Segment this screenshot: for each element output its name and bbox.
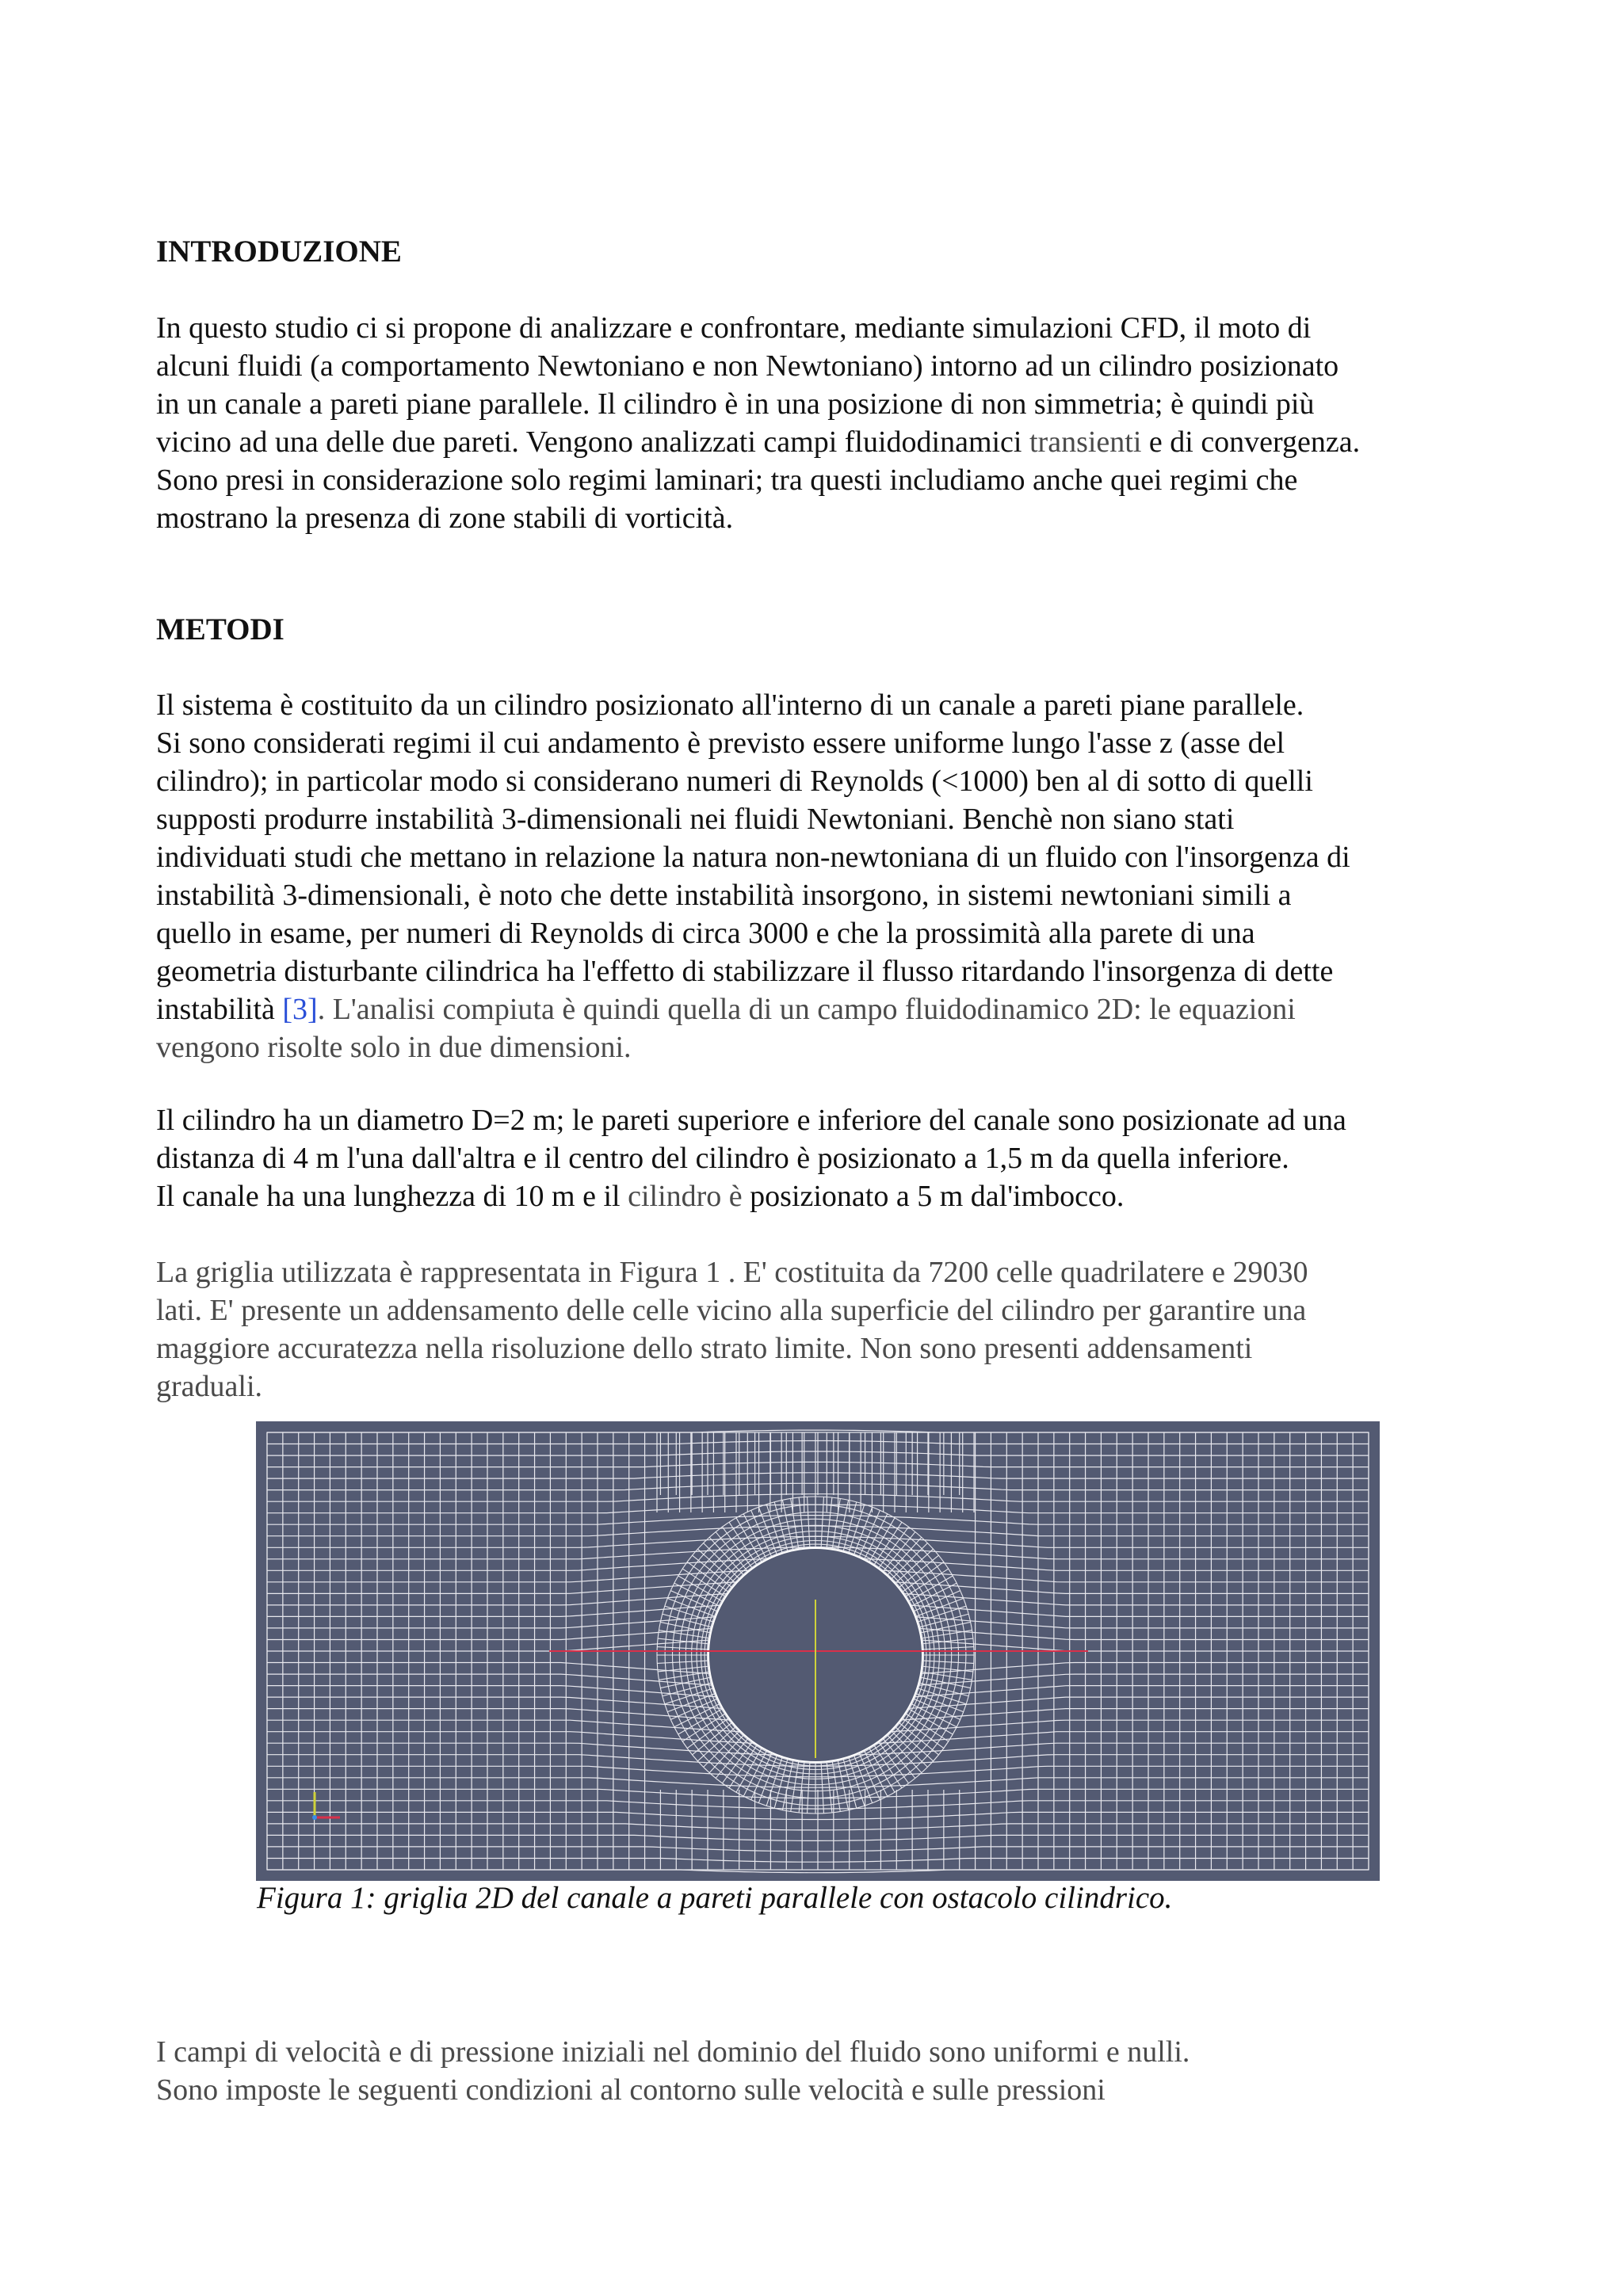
text-line <box>156 423 1495 461</box>
text-fragment: . L'analisi compiuta è quindi quella di un campo fluidodinamico 2D: le equazioni <box>317 993 1296 1026</box>
text-line: lati. E' presente un addensamento delle celle vicino alla superficie del cilindro per garantire una <box>156 1294 1307 1327</box>
text-fragment: Il canale ha una lunghezza di 10 m e il <box>156 1180 628 1213</box>
text-line: In questo studio ci si propone di analizzare e confrontare, mediante simulazioni CFD, il moto di <box>156 311 1312 345</box>
methods-paragraph-4 <box>156 2033 1495 2109</box>
text-line: Sono presi in considerazione solo regimi laminari; tra questi includiamo anche quei regimi che <box>156 463 1298 497</box>
mesh-image <box>256 1421 1380 1881</box>
text-line: La griglia utilizzata è rappresentata in Figura 1 . E' costituita da 7200 celle quadrilatere e 29030 <box>156 1256 1308 1289</box>
text-line: alcuni fluidi (a comportamento Newtoniano e non Newtoniano) intorno ad un cilindro posizionato <box>156 349 1339 383</box>
text-fragment: cilindro è <box>628 1180 743 1213</box>
intro-heading: INTRODUZIONE <box>156 235 402 269</box>
mesh-figure <box>256 1421 1380 1881</box>
text-fragment: instabilità <box>156 993 283 1026</box>
citation-link[interactable]: [3] <box>282 993 318 1026</box>
methods-heading: METODI <box>156 612 285 646</box>
text-line: in un canale a pareti piane parallele. Il cilindro è in una posizione di non simmetria; è quindi più <box>156 387 1315 421</box>
methods-paragraph-2 <box>156 1101 1495 1215</box>
text-line: quello in esame, per numeri di Reynolds di circa 3000 e che la prossimità alla parete di una <box>156 917 1255 950</box>
text-line <box>156 1177 1495 1215</box>
methods-paragraph-3 <box>156 1253 1495 1405</box>
text-fragment: posizionato a 5 m dal'imbocco. <box>742 1180 1125 1213</box>
text-line: distanza di 4 m l'una dall'altra e il centro del cilindro è posizionato a 1,5 m da quella inferiore. <box>156 1142 1289 1175</box>
text-line: instabilità 3-dimensionali, è noto che dette instabilità insorgono, in sistemi newtoniani simili a <box>156 879 1292 912</box>
text-line: mostrano la presenza di zone stabili di vorticità. <box>156 502 734 535</box>
methods-paragraph-1 <box>156 686 1495 1066</box>
text-fragment: vicino ad una delle due pareti. Vengono analizzati campi fluidodinamici <box>156 425 1029 459</box>
text-line <box>156 990 1495 1028</box>
text-line: I campi di velocità e di pressione iniziali nel dominio del fluido sono uniformi e nulli. <box>156 2035 1190 2069</box>
text-line: Il sistema è costituito da un cilindro posizionato all'interno di un canale a pareti piane parallele. <box>156 688 1304 722</box>
text-line: individuati studi che mettano in relazione la natura non-newtoniana di un fluido con l'insorgenza di <box>156 841 1350 874</box>
text-line: supposti produrre instabilità 3-dimensionali nei fluidi Newtoniani. Benchè non siano stati <box>156 803 1235 836</box>
text-line: graduali. <box>156 1370 263 1403</box>
text-line: Il cilindro ha un diametro D=2 m; le pareti superiore e inferiore del canale sono posizionate ad una <box>156 1104 1346 1137</box>
intro-paragraph <box>156 309 1495 537</box>
text-fragment: transienti <box>1029 425 1142 459</box>
text-line: vengono risolte solo in due dimensioni. <box>156 1031 632 1064</box>
text-line: cilindro); in particolar modo si considerano numeri di Reynolds (<1000) ben al di sotto di quelli <box>156 765 1313 798</box>
text-line: geometria disturbante cilindrica ha l'effetto di stabilizzare il flusso ritardando l'insorgenza di dette <box>156 955 1334 988</box>
figure-caption: Figura 1: griglia 2D del canale a pareti parallele con ostacolo cilindrico. <box>257 1881 1173 1915</box>
text-line: maggiore accuratezza nella risoluzione dello strato limite. Non sono presenti addensamenti <box>156 1332 1253 1365</box>
text-fragment: e di convergenza. <box>1141 425 1361 459</box>
text-line: Sono imposte le seguenti condizioni al contorno sulle velocità e sulle pressioni <box>156 2073 1106 2107</box>
text-line: Si sono considerati regimi il cui andamento è previsto essere uniforme lungo l'asse z (asse del <box>156 727 1285 760</box>
